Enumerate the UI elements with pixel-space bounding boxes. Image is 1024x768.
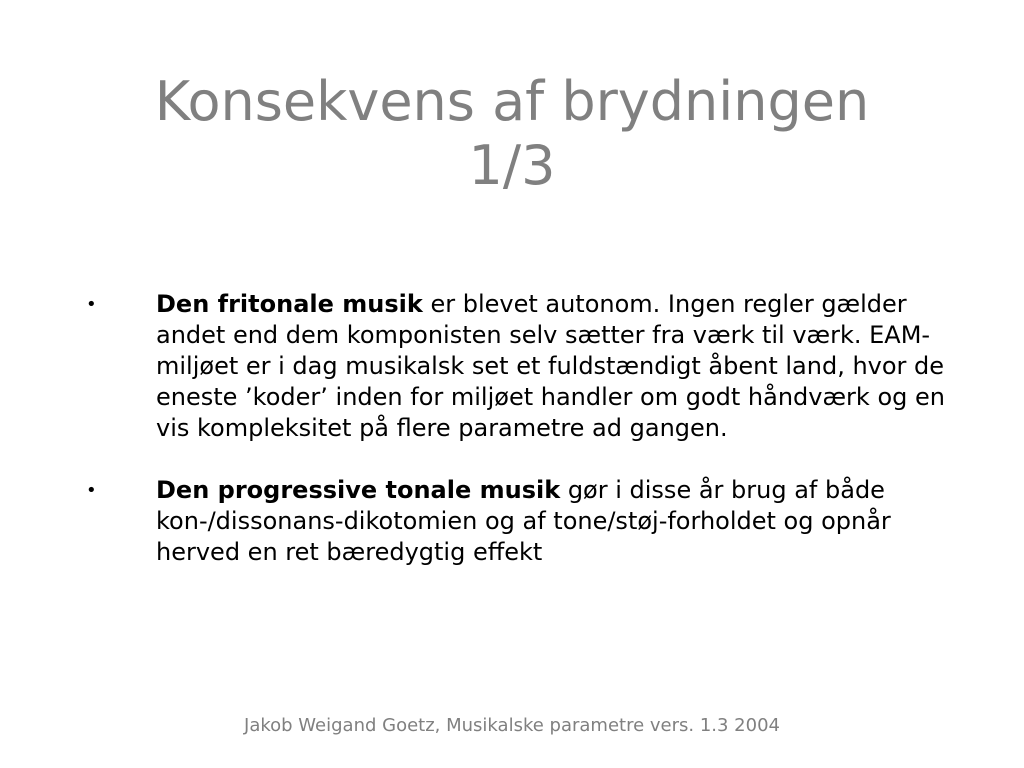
- bullet-icon: •: [86, 294, 97, 315]
- bullet-icon: •: [86, 480, 97, 501]
- slide-title: [62, 70, 962, 198]
- bullet-item-progressive: [86, 475, 946, 568]
- bullet-text: [156, 475, 946, 568]
- bullet-bold-term: Den progressive tonale musik: [156, 476, 561, 504]
- slide-title-line-1: Konsekvens af brydningen: [154, 70, 870, 133]
- bullet-body: gør i disse år brug af både kon-/dissonans-dikotomien og af tone/støj-forholdet og opnår herved en ret bæredygtig effekt: [156, 476, 891, 566]
- bullet-text: [156, 289, 946, 444]
- bullet-bold-term: Den fritonale musik: [156, 290, 423, 318]
- bullet-item-fritonal: [86, 289, 946, 444]
- slide-footer: Jakob Weigand Goetz, Musikalske parametre vers. 1.3 2004: [244, 715, 780, 736]
- bullet-body: er blevet autonom. Ingen regler gælder andet end dem komponisten selv sætter fra værk til værk. EAM-miljøet er i dag musikalsk set et fuldstændigt åbent land, hvor de eneste ’koder’ inden for miljøet handler om godt håndværk og en vis kompleksitet på flere parametre ad gangen.: [156, 290, 945, 442]
- slide-title-line-2: 1/3: [468, 134, 556, 197]
- bullet-list: [86, 289, 946, 599]
